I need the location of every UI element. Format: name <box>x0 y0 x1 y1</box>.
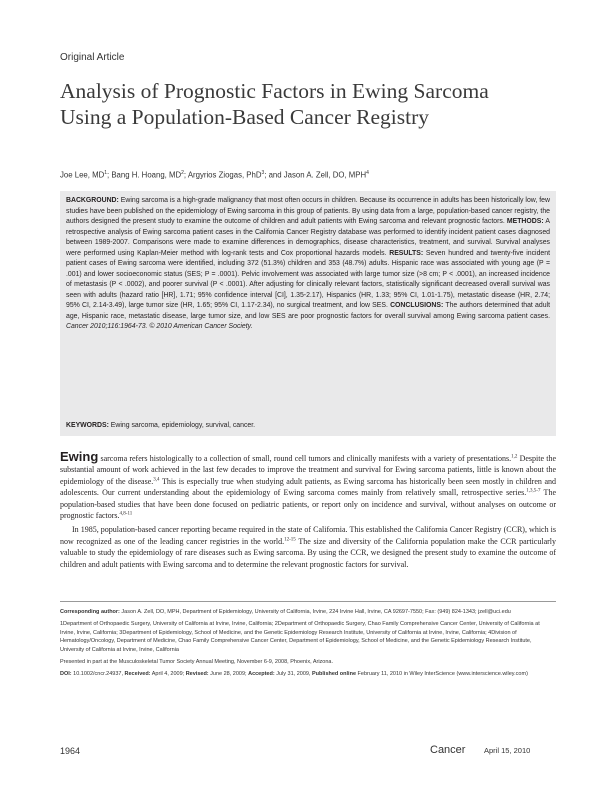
abstract <box>66 196 550 333</box>
abstract-conclusions-label: CONCLUSIONS: <box>390 302 444 309</box>
journal-name: Cancer <box>430 744 466 756</box>
reference-marker[interactable]: 3,4 <box>153 477 160 483</box>
abstract-background-label: BACKGROUND: <box>66 197 119 204</box>
body-paragraph: In 1985, population-based cancer reporting became required in the state of California. This established the California Cancer Registry (CCR), which is now recognized as one of the leading cancer registries in the world.$^{12-15}$ The size and diversity of the California population make the CCR particularly valuable to study the epidemiology of rare diseases such as Ewing sarcoma. By using the CCR, we designed the present study to examine the outcome of children and adult patients with Ewing sarcoma and to determine the relevant prognostic factors for survival. <box>60 525 557 569</box>
page-number: 1964 <box>60 746 81 756</box>
reference-marker[interactable]: 4,8-11 <box>119 511 133 517</box>
author-affiliation-marker: 1 <box>104 170 107 176</box>
affiliations: 1Department of Orthopaedic Surgery, University of California at Irvine, Irvine, California; 2Department of Orthopaedic Surgery, Chao Family Comprehensive Cancer Center, University of California at Irvine, Irvine, California; 3Department of Epidemiology, School of Medicine, and the Genetic Epidemiology Research Institute, University of California at Irvine, Irvine, California; 4Division of Hematology/Oncology, Department of Medicine, Chao Family Comprehensive Cancer Center, Department of Epidemiology, School of Medicine, and the Genetic Epidemiology Research Institute, University of California at Irvine, Irvine, California <box>60 621 540 653</box>
reference-marker[interactable]: 1,2 <box>511 454 518 460</box>
body-paragraph: Ewing sarcoma refers histologically to a collection of small, round cell tumors and clinically manifests with a variety of presentations.$^{1,2}$ Despite the substantial amount of work achieved in the last few decades to improve the treatment and survival for Ewing sarcoma patients, little is known about the epidemiology of the disease.$^{3,4}$ This is especially true when studying adult patients, as Ewing sarcoma has historically been seen mostly in children and adolescents. Our current understanding about the epidemiology of Ewing sarcoma comes mainly from relatively small, retrospective series.$^{1,3,5-7}$ The population-based studies that have been done focused on pediatric patients, or report only on incidence and survival, without analyses on outcome or prognostic factors.$^{4,8-11}$ <box>60 449 557 521</box>
paragraph-lead-word: Ewing <box>60 449 99 464</box>
author-name: Bang H. Hoang, MD <box>111 170 182 180</box>
abstract-background: Ewing sarcoma is a high-grade malignancy that most often occurs in children. Because its occurrence in adults has been historically low, few studies have been published on the epidemiology of Ewing sarcoma in this group of patients. By using data from a large, population-based cancer registry, the authors designed the present study to examine the outcome of children and adult patients with Ewing sarcoma and relevant prognostic factors. <box>66 197 550 225</box>
reference-marker[interactable]: 1,3,5-7 <box>526 488 541 494</box>
footnote-divider <box>60 601 556 602</box>
article-title: Analysis of Prognostic Factors in Ewing Sarcoma Using a Population-Based Cancer Registry <box>60 79 489 129</box>
body-text <box>60 451 556 570</box>
keywords-label: KEYWORDS: <box>66 422 109 429</box>
presented-note: Presented in part at the Musculoskeletal Tumor Society Annual Meeting, November 6-9, 2008, Phoenix, Arizona. <box>60 659 334 666</box>
abstract-methods: A retrospective analysis of Ewing sarcoma patient cases in the California Cancer Registry database was performed to identify incident patient cases diagnosed between 1989-2007. Comparisons were made to examine differences in demographics, disease characteristics, treatment, and survival. Survival analyses were performed using Kaplan-Meier method with log-rank tests and Cox proportional hazards models. <box>66 218 550 257</box>
keywords-list: Ewing sarcoma, epidemiology, survival, cancer. <box>108 422 256 429</box>
abstract-results-label: RESULTS: <box>389 249 424 257</box>
abstract-results: Seven hundred and twenty-five incident patient cases of Ewing sarcoma were identified, including 372 (51.3%) children and 353 (48.7%) adults. Hispanic race was associated with young age (P = .001) and lower socioeconomic status (SES; P = .0001). Pelvic involvement was associated with large tumor size (>8 cm; P < .0001), an increased incidence of metastasis (P < .0002), and poorer survival (P < .0001). After adjusting for clinically relevant factors, statistically significant decreased overall survival was seen with adults (hazard ratio [HR], 1.71; 95% confidence interval [CI], 1.35-2.17), Hispanics (HR, 1.33; 95% CI, 1.01-1.75), metastatic disease (HR, 2.74; 95% CI, 2.14-3.49), large tumor size (HR, 1.65; 95% CI, 1.17-2.34), no surgical treatment, and low SES. <box>66 249 551 309</box>
author-affiliation-marker: 3 <box>261 170 265 176</box>
abstract-methods-label: METHODS: <box>506 218 544 225</box>
author-list: Joe Lee, $MD^1$; Bang H. Hoang, $MD^2$; Argyrios Ziogas, PhD$^3$; and Jason A. Zell, DO, MPH$^4$ <box>60 170 369 180</box>
publication-history: DOI: 10.1002/cncr.24937, Received: April 4, 2009; Revised: June 28, 2009; Accepted: July 31, 2009, Published online February 11, 2010 in Wiley InterScience (www.interscience.wiley.com) <box>60 671 528 678</box>
article-type: Original Article <box>60 52 125 63</box>
author-affiliation-marker: 4 <box>366 170 369 176</box>
abstract-citation: Cancer 2010;116:1964-73. <box>66 323 148 330</box>
reference-marker[interactable]: 12-15 <box>284 537 296 543</box>
corresponding-author: Corresponding author: Jason A. Zell, DO, MPH, Department of Epidemiology, University of California, Irvine, 224 Irvine Hall, Irvine, CA 92697-7550; Fax: (949) 824-1343; jzell@uci.edu <box>60 609 511 615</box>
author-name: Jason A. Zell, DO, MPH <box>283 170 367 180</box>
author-name: Argyrios Ziogas, PhD <box>187 170 262 180</box>
abstract-conclusions: The authors determined that adult age, Hispanic race, metastatic disease, large tumor size, and low SES are poor prognostic factors for overall survival among Ewing sarcoma patient cases. <box>66 302 550 320</box>
issue-date: April 15, 2010 <box>484 746 531 755</box>
footnotes <box>60 608 556 683</box>
author-name: Joe Lee, MD <box>60 170 105 180</box>
author-affiliation-marker: 2 <box>181 170 184 176</box>
abstract-copyright: © 2010 American Cancer Society. <box>147 323 253 330</box>
keywords <box>66 421 550 431</box>
